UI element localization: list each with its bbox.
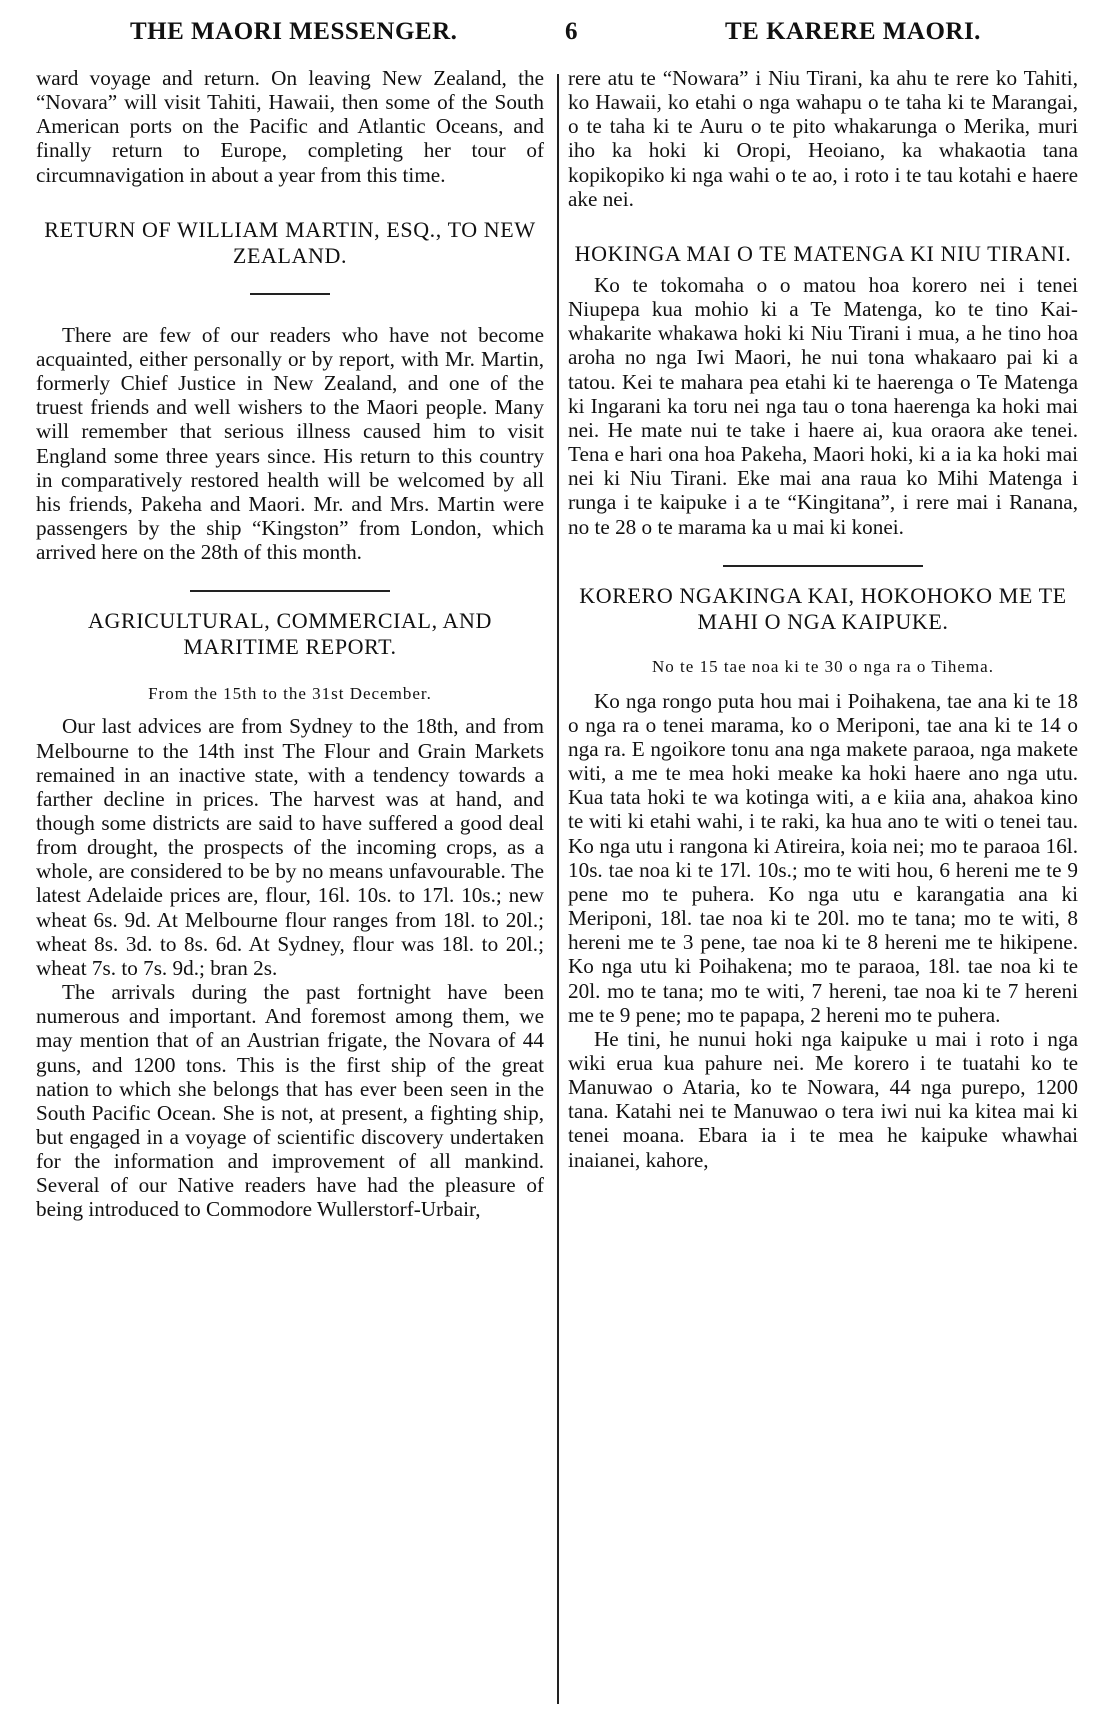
english-column (36, 66, 544, 1704)
article-title-return-of-martin: RETURN OF WILLIAM MARTIN, ESQ., TO NEW ZEALAND. (44, 216, 536, 268)
arrivals-paragraph: The arrivals during the past fortnight have been numerous and important. And foremost among them, we may mention that of an Austrian frigate, the Novara of 44 guns, and 1200 tons. This is the first ship of the great nation to which she belongs that has ever been seen in the South Pacific Ocean. She is not, at present, a fighting ship, but engaged in a voyage of scientific discovery undertaken for the information and improvement of all mankind. Several of our Native readers have had the pleasure of being introduced to Commodore Wullerstorf-Urbair, (36, 980, 544, 1222)
article-body-hokinga-mai: Ko te tokomaha o o matou hoa korero nei i tenei Niupepa kua mohio ki a Te Matenga, ko te tino Kai-whakarite whakawa hoki ki Niu Tirani i mua, a he tino hoa aroha no nga Iwi Maori, he nui tona whakaaro pai ki a tatou. Kei te mahara pea etahi ki te haerenga o Te Matenga ki Ingarani ka toru nei nga tau o tona haerenga ka hoki mai nei. He mate nui te take i haere ai, kua oraora ake tenei. Tena e hari ona hoa Pakeha, Maori hoki, ki a ia ka hoki mai nei ki Niu Tirani. Eke mai ana raua ko Mihi Matenga i runga i te kaipuke i a te “Kingitana”, i rere mai i Ranana, no te 28 o te marama ka u mai ki konei. (568, 272, 1078, 539)
market-report-paragraph-maori: Ko nga rongo puta hou mai i Poihakena, tae ana ki te 18 o nga ra o tenei marama, ko o Meriponi, tae ana ki te 14 o nga ra. E ngoikore tonu ana nga makete paraoa, nga makete witi, a me te mea hoki meake ka hoki haere ano nga utu. Kua tata hoki te wa kotinga witi, a e kiia ana, ahakoa kino te witi ki etahi wahi, i te raki, ka hua ano te witi o tenei tau. Ko nga utu i rangona ki Atireira, koia nei; mo te paraoa 16l. 10s. tae noa ki te 17l. 10s.; mo te witi hou, 6 hereni me te 9 pene mo te puhera. Ko nga utu e karangatia ana ki Meriponi, 18l. tae noa ki te 20l. mo te tana; mo te witi, 8 hereni me te 3 pene, tae noa ki te 8 hereni me te hikipene. Ko nga utu ki Poihakena; mo te paraoa, 18l. tae noa ki te 20l. mo te tana; mo te witi, 7 hereni, tae noa ki te 7 hereni me te 9 pene; mo te papapa, 2 hereni mo te puhera. (568, 688, 1078, 1027)
masthead-maori: TE KARERE MAORI. (725, 18, 981, 45)
running-head (30, 18, 1084, 58)
article-title-hokinga-mai: HOKINGA MAI O TE MATENGA KI NIU TIRANI. (574, 240, 1072, 266)
page-number: 6 (565, 18, 578, 45)
column-divider (557, 74, 559, 1704)
continuation-text-maori: rere atu te “Nowara” i Niu Tirani, ka ahu te rere ko Tahiti, ko Hawaii, ko etahi o nga wahapu o te taha ki te Marangai, o te taha ki te Auru o te pito whakarunga o Merika, muri iho ka hoki ki Oropi, Heoiano, ka whakaotia tana kopikopiko ki nga wahi o te ao, i roto i te tau kotahi e haere ake nei. (568, 66, 1078, 211)
arrivals-paragraph-maori: He tini, he nunui hoki nga kaipuke u mai i roto i nga wiki erua kua pahure nei. Me korero i te tuatahi ko te Manuwao o Ataria, ko te Nowara, 44 nga purepo, 1200 tana. Katahi nei te Manuwao o tera iwi nui ka kitea mai ki tenei moana. Ebara ia i te mea he kaipuke whawhai inaianei, kahore, (568, 1026, 1078, 1172)
article-subtitle-date-range: From the 15th to the 31st December. (148, 684, 432, 704)
article-title-market-report: AGRICULTURAL, COMMERCIAL, AND MARITIME REPORT. (87, 608, 493, 660)
article-subtitle-date-range-maori: No te 15 tae noa ki te 30 o nga ra o Tihema. (652, 656, 994, 676)
market-report-paragraph: Our last advices are from Sydney to the 18th, and from Melbourne to the 14th inst The Flour and Grain Markets remained in an inactive state, with a tendency towards a farther decline in prices. The harvest was at hand, and though some districts are said to have suffered a good deal from drought, the prospects of the incoming crops, as a whole, are considered to be by no means unfavourable. The latest Adelaide prices are, flour, 16l. 10s. to 17l. 10s.; new wheat 6s. 9d. At Melbourne flour ranges from 18l. to 20l.; wheat 8s. 3d. to 8s. 6d. At Sydney, flour was 18l. to 20l.; wheat 7s. to 7s. 9d.; bran 2s. (36, 714, 544, 980)
masthead-english: THE MAORI MESSENGER. (130, 18, 458, 45)
continuation-text: ward voyage and return. On leaving New Zealand, the “Novara” will visit Tahiti, Hawaii, then some of the South American ports on the Pacific and Atlantic Oceans, and finally return to Europe, completing her tour of circumnavigation in about a year from this time. (36, 66, 544, 187)
article-title-korero-ngakinga: KORERO NGAKINGA KAI, HOKOHOKO ME TE MAHI O NGA KAIPUKE. (579, 582, 1067, 634)
maori-column (568, 66, 1078, 1704)
article-body-return-of-martin: There are few of our readers who have not become acquainted, either personally or by report, with Mr. Martin, formerly Chief Justice in New Zealand, and one of the truest friends and well wishers to the Maori people. Many will remember that serious illness caused him to visit England some three years since. His return to this country in comparatively restored health will be welcomed by all his friends, Pakeha and Maori. Mr. and Mrs. Martin were passengers by the ship “Kingston” from London, which arrived here on the 28th of this month. (36, 322, 544, 565)
